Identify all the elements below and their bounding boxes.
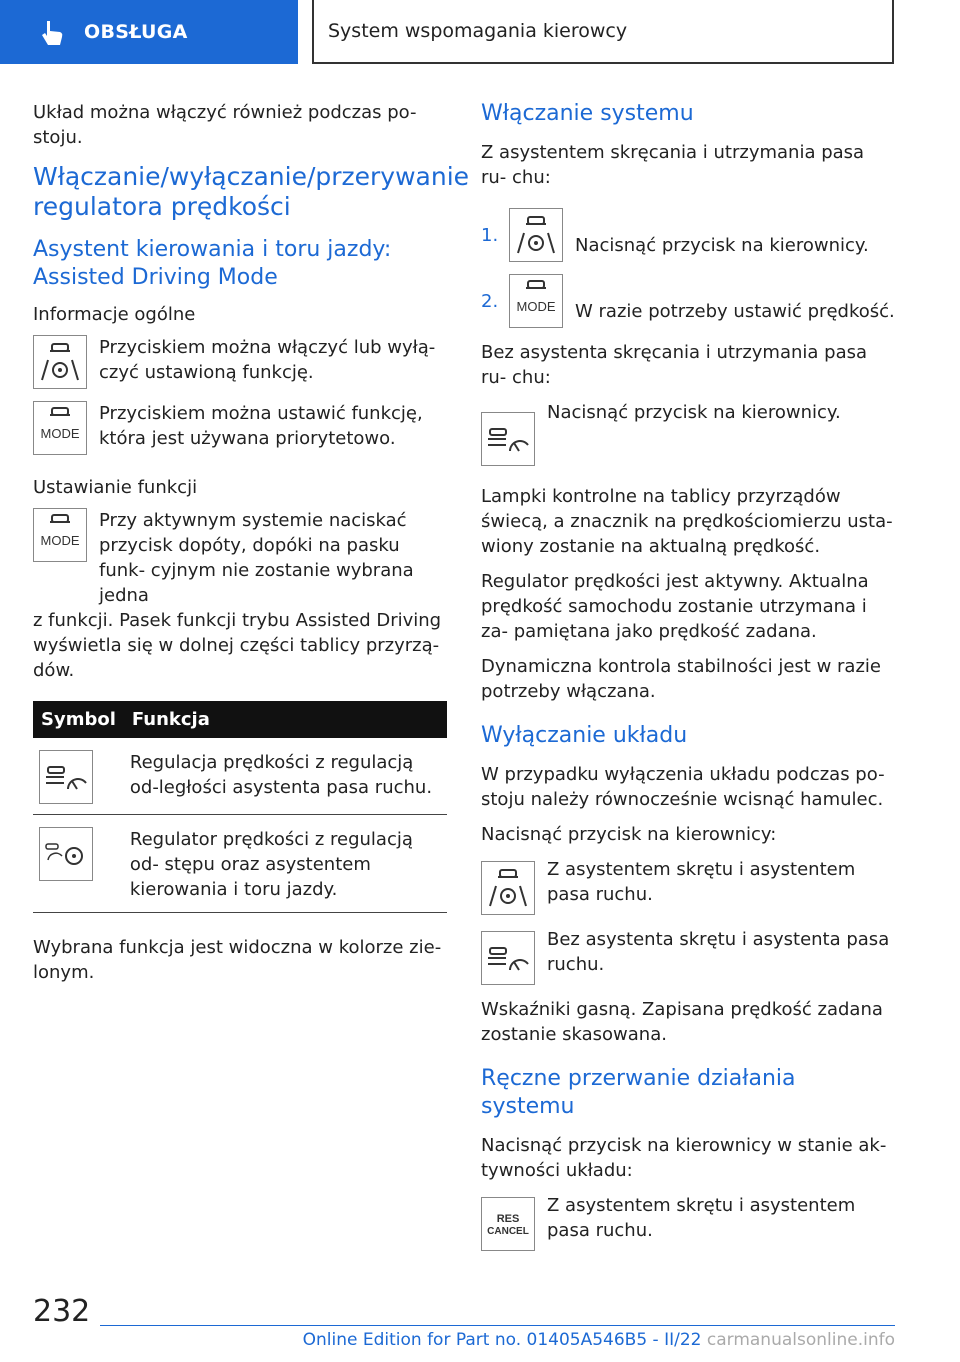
subsection-heading: Asystent kierowania i toru jazdy: Assisted Driving Mode <box>33 237 392 290</box>
svg-text:CANCEL: CANCEL <box>487 1226 529 1237</box>
info-item <box>33 401 447 455</box>
heading-switch-off: Wyłączanie układu <box>481 723 688 748</box>
svg-text:RES: RES <box>496 1213 520 1225</box>
step-number: 1. <box>481 224 499 246</box>
off-with-item <box>481 857 895 915</box>
dsc-text: Dynamiczna kontrola stabilności jest w razie potrzeby włączana. <box>481 656 881 702</box>
step-number: 2. <box>481 290 499 312</box>
setting-heading: Ustawianie funkcji <box>33 477 198 498</box>
lamps-text: Lampki kontrolne na tablicy przyrządów świecą, a znacznik na prędkościomierzu usta- wiony zostanie na aktualną prędkość. <box>481 486 893 557</box>
setting-text-cont: z funkcji. Pasek funkcji trybu Assisted Driving wyświetla się w dolnej części tablicy przyrzą- dów. <box>33 610 442 681</box>
off-result-text: Wskaźniki gasną. Zapisana prędkość zadana zostanie skasowana. <box>481 999 883 1045</box>
right-column <box>481 100 895 1263</box>
setting-text: Przy aktywnym systemie naciskać przycisk dopóty, dopóki na pasku funk- cyjnym nie zostanie wybrana jedna <box>99 510 414 606</box>
table-row <box>33 738 447 815</box>
col-symbol: Symbol <box>33 701 124 738</box>
svg-text:MODE: MODE <box>516 299 556 314</box>
heading-interrupt: Ręczne przerwanie działania systemu <box>481 1066 796 1119</box>
watermark: carmanualsonline.info <box>706 1330 895 1350</box>
off-with-text: Z asystentem skrętu i asystentem pasa ruchu. <box>547 859 856 905</box>
hand-pointer-icon <box>38 18 68 48</box>
acc-steering-icon <box>39 827 93 881</box>
page-number: 232 <box>33 1294 91 1329</box>
step-text: W razie potrzeby ustawić prędkość. <box>575 300 895 322</box>
table-cell: Regulacja prędkości z regulacją od-ległości asystenta pasa ruchu. <box>124 738 447 815</box>
step-1 <box>481 208 895 262</box>
svg-text:MODE: MODE <box>40 426 80 441</box>
interrupt-with-item <box>481 1193 895 1251</box>
steering-assist-icon <box>509 208 563 262</box>
info-item <box>33 335 447 389</box>
active-text: Regulator prędkości jest aktywny. Aktualna prędkość samochodu zostanie utrzymana i za- pamiętana jako prędkość zadana. <box>481 571 869 642</box>
heading-switch-on: Włączanie systemu <box>481 101 694 126</box>
section-label: OBSŁUGA <box>84 21 188 43</box>
table-row <box>33 815 447 913</box>
edition-text: Online Edition for Part no. 01405A546B5 - II/22 <box>302 1330 702 1350</box>
section-tab <box>0 0 298 64</box>
table-cell: Regulator prędkości z regulacją od- stępu oraz asystentem kierowania i toru jazdy. <box>124 815 447 913</box>
info-text-2: Przyciskiem można ustawić funkcję, która jest używana priorytetowo. <box>99 403 423 449</box>
press-text: Nacisnąć przycisk na kierownicy. <box>547 402 841 423</box>
chapter-title: System wspomagania kierowcy <box>312 0 894 64</box>
off-stand-text: W przypadku wyłączenia układu podczas po- stoju należy równocześnie wcisnąć hamulec. <box>481 764 885 810</box>
section-heading: Włączanie/wyłączanie/przerywanie regulatora prędkości <box>33 162 470 221</box>
info-heading: Informacje ogólne <box>33 304 196 325</box>
res-cancel-icon <box>481 1197 535 1251</box>
off-without-item <box>481 927 895 985</box>
step-text: Nacisnąć przycisk na kierownicy. <box>575 234 869 256</box>
without-assist-text: Bez asystenta skręcania i utrzymania pasa ru- chu: <box>481 342 868 388</box>
off-press-text: Nacisnąć przycisk na kierownicy: <box>481 824 777 845</box>
col-function: Funkcja <box>124 701 447 738</box>
mode-button-icon <box>33 401 87 455</box>
with-assist-text: Z asystentem skręcania i utrzymania pasa ru- chu: <box>481 142 865 188</box>
info-text-1: Przyciskiem można włączyć lub wyłą- czyć ustawioną funkcję. <box>99 337 436 383</box>
outro-text: Wybrana funkcja jest widoczna w kolorze zie- lonym. <box>33 937 442 983</box>
intro-text: Układ można włączyć również podczas po- stoju. <box>33 102 417 148</box>
steering-assist-icon <box>33 335 87 389</box>
steering-assist-icon <box>481 861 535 915</box>
footer-divider <box>100 1325 895 1326</box>
acc-lane-icon <box>481 931 535 985</box>
acc-lane-icon <box>39 750 93 804</box>
mode-button-icon <box>509 274 563 328</box>
footer-edition <box>300 1330 895 1350</box>
function-table <box>33 701 447 913</box>
interrupt-with-text: Z asystentem skrętu i asystentem pasa ruchu. <box>547 1195 856 1241</box>
off-without-text: Bez asystenta skrętu i asystenta pasa ruchu. <box>547 929 890 975</box>
svg-text:MODE: MODE <box>40 533 80 548</box>
step-2 <box>481 274 895 328</box>
mode-button-icon <box>33 508 87 562</box>
setting-item <box>33 508 447 608</box>
press-item <box>481 400 895 466</box>
acc-lane-icon <box>481 412 535 466</box>
left-column <box>33 100 470 995</box>
interrupt-press-text: Nacisnąć przycisk na kierownicy w stanie ak- tywności układu: <box>481 1135 887 1181</box>
